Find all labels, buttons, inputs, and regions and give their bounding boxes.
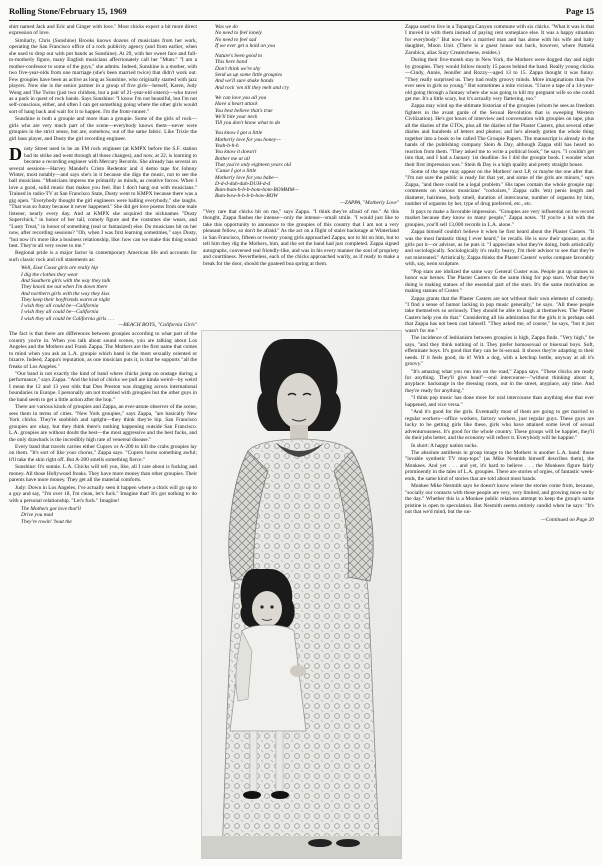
paragraph: The fact is that there are differences between groupies according to what part of the country you're in. When you talk about sound scenes, you are talking about Los Angeles and the Mothers and Frank Zappa. The Mothers are the first name that comes to mind when you ask an L.A. groupie which band is the most sexually oriented or bizarre. Indeed, Zappa's reputation, as one musician puts it, is that he supports "all the freaks of Los Angeles." bbox=[9, 331, 197, 370]
page-number: Page 15 bbox=[565, 6, 594, 16]
quote-attribution: —BEACH BOYS, "California Girls" bbox=[118, 321, 197, 328]
page-header bbox=[9, 6, 594, 18]
paragraph: In short: A happy nation sucks. bbox=[411, 442, 478, 449]
paragraph: Similarly, Chris (Sunshine) Brooks knows dozens of musicians from her work, operating the San Francisco office of a rock publicity agency (and from earlier, when she used to drop out with pot bands as Sunshine). At 29, with her sweet face and full-to-motherly figure, many English musicians affectionately call her "Mum." "I am a mother-confessor to some of the guys," she admits. Indeed, Sunshine is a mother, with two five-year-olds from one marriage (she's been married twice) that didn't work out. Few groupies have been as active as long as Sunshine, who originally started with jazz players. Now she is the senior partner in a group of five girls—herself, Karen, Judy Wong and The Twins (just two children, but a pair of 21-year-old sisters)—who travel as a pack in quest of rock bands. Says Sunshine: "I know I'm not beautiful, but I'm not self-conscious, either, and often I can get something going where the other girls would sort of hang back and wait for it to happen. I'm the front-runner." bbox=[9, 37, 197, 115]
paragraph: The incidence of lesbianism between groupies is high, Zappa finds. "Very high," he says, "and they think nothing of it. They prefer homosexual or bisexual boys. Soft, effeminate boys. It's good that they can be bi-sexual. It shows they're adapting to their needs. If it feels good, do it! With a dog, with a ketchup bottle, anyway at all it's groovy." bbox=[405, 335, 594, 368]
column-3 bbox=[405, 24, 594, 862]
paragraph: Zappa himself couldn't believe it when he first heard about the Plaster Casters. "It was the most fantastic thing I ever heard," he recalls. He is now their sponsor, as the girls put it—or advisor, as he puts it. "I appreciate what they're doing, both artistically and sociologically. Sociologically it's really heavy, I'm their advisor to see that they're not mistreated." Artistically, Zappa thinks the Plaster Casters' works compare favorably with, say, neon sculpture. bbox=[405, 229, 594, 268]
paragraph: There are various kinds of groupies and Zappa, an ever-astute observer of the scene, sees them in terms of cities. "New York groupies," says Zappa, "are basically New York chicks. They're snobbish and uptight—they think they're hip. San Francisco groupies are okay, but they think there's nothing happening outside San Francisco. L.A. groupies are without doubt the best—the most aggressive and the best fucks, and the only drawback is the incredibly high rate of venereal disease." bbox=[9, 404, 197, 443]
lyrics-quote: Was we do No need to feel lonely No need to feel sad If we ever get a hold on you Nature's been good to This here band Don't think we're shy Send us up some little groupies And we'll sure shake hands And rock 'em till they melt and cry We can love you all you Have a heart attack You best believe that's true We'll bite your neck Till you don't know what to do You know I got a little Motherly love for you honey— Yeah-h-h-h You know it doesn't Bother me at all That you're only eighteen years old 'Cause I got a little Motherly love for you babe— D-d-d-duh-duh-DUH-d-d Bum-bum-b-b-b-bom-bom-BOMMM— Bum-bow-b-b-b-b-bow-BOW —ZAPPA, "Motherly Love" bbox=[215, 24, 399, 206]
paragraph: Zappa used to live in a Topanga Canyon commune with six chicks. "What it was is that I moved in with them instead of paying rent someplace else. It was a happy situation for everybody." But now he's a married man and has alone with his wife and baby daughter, Moon Unit. (There is a guest house out back, however, where Pamela Zarubica, alias Suzy Creamcheese, resides.) bbox=[405, 24, 594, 56]
paragraph: During their five-month stay in New York, the Mothers were dogged day and night by groupies. They would follow mostly 15 paces behind the band. Really young chicks—Cindy, Annie, Jennifer and Rozzy—aged 13 to 15. Zappa thought it was funny. "They really surprised us. They had really groovy minds. More imaginations than I've ever seen in girls so young." But sometimes a mite vicious. "I have a tape of a 14-year-old going through a fantasy where she was going to kill my pregnant wife so she could get me. It's a little scary, but it's actually very flattering, too." bbox=[405, 57, 594, 102]
paragraph: Sunshine: It's sunnie. L.A. Chicks will tell you, like, all I care about is fucking and money. All those Hollywood freaks. They have more money than other groupies. Their parents have more money. They get all the material comforts. bbox=[9, 464, 197, 484]
paragraph: Monkee Mike Nesmith says he doesn't know where the stories come from, because, "socially our contacts with those people are very, very limited, and growing more so by the day." Whether this is a Monkee public relations attempt to keep the group's name pristine is open to speculation. But Nesmith seems entirely candid when he says: "It's not that we'd mind, but the un- bbox=[405, 483, 594, 516]
paragraph: Judy: Down in Los Angeles, I've actually seen it happen where a chick will go up to a guy and say, "I'm over 18, I'm clean, let's fuck." Imagine that! It's got nothing to do with a personal relationship. "Let's fuck." Imagine! bbox=[9, 484, 197, 504]
paragraph: Sunshine is both a groupie and more than a groupie. Some of the girls of rock—girls who are very much part of the scene—everybody knows them—never were groupies in the strict sense, but are, somehow, out of the same fabric. Like Trixie the girl bass player, and Dusty the girl recording engineer. bbox=[9, 116, 197, 142]
paragraph: Every band that travels carries either Cuprex or A-200 to kill the crabs groupies lay on them. "It's sort of like your chorus," Zappa says. "Cuprex burns something awful; it'll take the skin right off. But A-200 smells something fierce." bbox=[9, 443, 197, 463]
lyrics-quote: Well, East Coast girls are really hip I dig the clothes they wear And Southern girls with the way they talk They knock me out when I'm down there And northern girls with the way they kiss They keep their boyfriends warm at night I wish they all could be—California I wish they all could be—California I wish they all could be California girls . . . —BEACH BOYS, "California Girls" bbox=[21, 265, 197, 328]
paragraph: It pays to make a favorable impression. "Groupies are very influential on the record market because they know so many people," Zappa notes. "If you're a hit with the groupies, you'll sell 13,000 records in L.A. alone." bbox=[405, 208, 594, 228]
paragraph: "Pop stars are idolized the same way General Custer was. People put up statues to honor war heroes. The Plaster Casters do the same thing for pop stars. What they're doing is making statues of the essential part of the stars. It's the same motivation as making statues of Custer." bbox=[405, 268, 594, 295]
column-2 bbox=[203, 24, 399, 326]
paragraph: "It's amazing what you run into on the road," Zappa says. "These chicks are ready for anything. They'll give head"—oral intercourse—"without thinking about it, anyplace: backstage in the dressing room, out in the street, anyplace, any time. And they're ready for anything." bbox=[405, 368, 594, 394]
continued-note: —Continued on Page 20 bbox=[540, 516, 594, 523]
paragraph: shirt named Jack and Eric and Ginger with love." Most chicks expect a bit more direct expression of love. bbox=[9, 24, 197, 37]
photo-mother-and-child bbox=[201, 330, 402, 859]
lyrics-quote: The Mothers got love that'll Drive you mad They're rowin' 'bout the bbox=[21, 506, 81, 525]
quote-attribution: —ZAPPA, "Motherly Love" bbox=[339, 199, 399, 206]
paragraph: "Very rare that chicks hit on me," says Zappa. "I think they're afraid of me." At this thought, Zappa flashes the intense—only the intense—small smile. "I would just like to take this opportunity to announce to the groupies of this country that I am not a very pleasant fellow, so don't be afraid." As the act on a flight of stairs backstage at Winterland in San Francisco, fifteen or twenty young girls approached Zappa, not to hit on him, but to tell him they dig the Mothers, him, and the set the band had just completed. Zappa signed autographs, conversed real friendly-like, and was in his every manner the soul of propriety and courtliness. Nevertheless, each of the chicks approached warily, as if ready to make a break for the door, should the goateed boa spring at them. bbox=[203, 209, 399, 267]
drop-cap: D bbox=[9, 144, 22, 165]
column-1 bbox=[9, 24, 197, 862]
paragraph: Zappa may wind up the ultimate historian of the groupies (whom he sees as freedom fighters in the avant garde of the Sexual Revolution that is sweeping Western Civilization). He's got hours of interview and conversation with groupies on tape, plus all the diaries of the GTOs, plus all the diaries of the Plaster Casters, plus several other diaries and hundreds of letters and photos; and he's already gotten the whole thing together into a book to be called The Groupie Papers. The manuscript is already in the hands of the publishing company Stein & Day, although Zappa still has heard no reaction from them. "They asked me to write a political book," he says. "I couldn't get into that, and I had a January 1st deadline. So I did the groupie book. I wonder what their first impression was." Stein & Day is a high quality and pretty straight house. bbox=[405, 103, 594, 168]
paragraph: "I think pop music has done more for oral intercourse than anything else that ever happened, and vice versa." bbox=[405, 395, 594, 408]
paragraph: Some of the tape may appear on the Mothers' next LP, or maybe the one after that. "I'm not sure the public is ready for that yet, and some of the girls are minors," says Zappa, "and there could be a legal problem." His tapes contain the whole groupie rap: comments on various musicians' "cocksizes," Zappa calls 'em) penis length and diameter, hairiness, body smell, duration of intercourse, number of orgasms by him, number of orgasms by her, type of drug preferred, etc., etc. bbox=[405, 168, 594, 208]
paragraph-dropcap: Dusty Street used to be an FM rock engineer (at KMPX before the S.F. station had its strike and went through all those changes), and now, at 22, is learning to become a recording engineer with Mercury Records. She already has several on several sessions—Harvey Mandel's Cristo Redentor and 4 demo tape for Johnny Winter, most notably—and says she's in it because she digs the music, not to see the ball musicians. "Musicians impress me primarily as minds, as creative forces. When I love a good, solid music that makes you feel. But I don't hang out with musicians." Trained in radio-TV at San Francisco State, Dusty went to KMPX because there was a gig open. "Everybody thought the girl engineers were balling everybody," she laughs. "That was so funny because it never happened." She did get love poems from one male listener, nearly every day. And at KMPX she acquired the nicknames "Dusty Superchick," in honor of her tall, comely figure and the costumes she wears, and "Lusty Treat," in honor of something (real or fantasized) else. Do musicians hit on her now, after recording sessions? "Oh, when I was first learning sometimes," says Dusty, "but now it's more like a business relationship, like: how can we make this thing sound best. They're all very sweet to me." bbox=[9, 144, 197, 249]
header-rule bbox=[9, 20, 594, 21]
paragraph: Regional pride is a major factor in contemporary American life and accounts for such classic rock and roll statements as: bbox=[9, 250, 197, 263]
paragraph: "Our band is not exactly the kind of band where chicks jump on onstage during a performance," says Zappa. "And the kind of chicks we pull are kinda weird—by weird I mean the 12 and 13 year olds that Don Preston was dragging across international boundaries in Europe. I personally am not troubled with groupies but the other guys in the band seem to get a little action after the hop." bbox=[9, 371, 197, 403]
paragraph: The absolute antithesis in group image to the Mothers is another L.A. band: those "lovable synthetic TV mop-tops" (as Mike Nesmith himself describes them), the Monkees. And yet . . . and yet, it's hard to believe . . . the Monkees figure fairly prominently in the tales of L.A. groupies. There are stories of orgies, of fantastic week-ends, the same kind of stories that are told about most bands. bbox=[405, 450, 594, 482]
paragraph: "And it's good for the girls. Eventually most of them are going to get married to regular workers—office workers, factory workers, just regular guys. These guys are lucky to be getting girls like these, girls who have attained some level of sexual adventurousness. It's good for the whole country. These groups will be happier, they'll do their jobs better, and the economy will reflect it. Everybody will be happier." bbox=[405, 409, 594, 442]
masthead-date: Rolling Stone/February 15, 1969 bbox=[9, 6, 127, 16]
paragraph: Zappa grants that the Plaster Casters are not without their own element of comedy. "I find a sense of humor lacking in pop music generally," he says. "All these people take themselves so seriously. They should be able to laugh at themselves. The Plaster Casters help you do that." Considering all his admiration for the girls it is perhaps odd that Zappa has not been cast himself. "They asked me, of course," he says, "but it just wasn't for me." bbox=[405, 295, 594, 334]
portrait-illustration bbox=[202, 331, 401, 858]
